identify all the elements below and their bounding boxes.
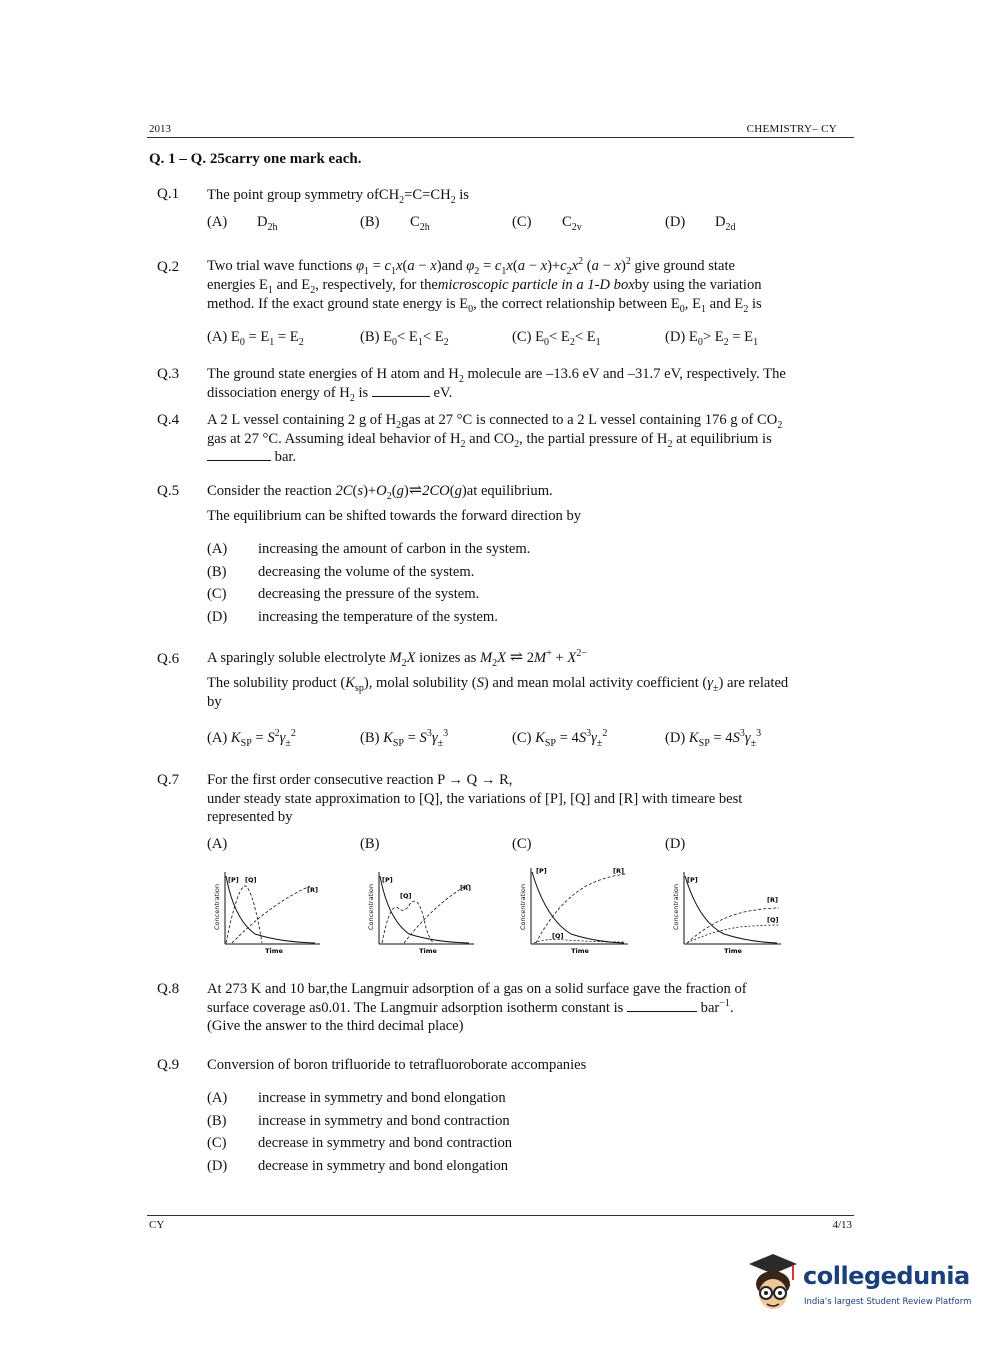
q7-option-b-label: (B)	[360, 836, 380, 852]
graph-a-label-p: [P]	[228, 876, 239, 884]
q6-text: A sparingly soluble electrolyte $M_2X$ ionizes as $M_2X$ ⇌ $2M^+ + X^{2-}$	[207, 648, 587, 669]
graph-a-label-q: [Q]	[245, 876, 257, 884]
q5-number: Q.5	[157, 483, 180, 499]
q7-option-d-label: (D)	[665, 836, 686, 852]
q7-option-c-label: (C)	[512, 836, 532, 852]
q1-number: Q.1	[157, 186, 180, 202]
graph-b-curve-p	[380, 876, 469, 943]
q7-line3: represented by	[207, 809, 293, 825]
graph-d-label-q: [Q]	[767, 916, 779, 924]
graph-d-label-p: [P]	[687, 876, 698, 884]
q1-option-b: (B) $C_{2h}$	[360, 214, 430, 233]
q1-text: The point group symmetry $ofCH_2=C=CH_2$ is	[207, 187, 469, 206]
graph-b-ylabel: Concentration	[367, 884, 375, 930]
q3-number: Q.3	[157, 366, 180, 382]
q3-text: The ground state energies of H atom and $H_2$ molecule are –13.6 eV and –31.7 eV, respectively. The dissociation energy of $H_2$ is eV.	[207, 366, 786, 404]
graph-b-label-p: [P]	[382, 876, 393, 884]
graph-a-curve-r	[232, 886, 310, 943]
q1-option-c: (C) $C_{2v}$	[512, 214, 582, 233]
q2-option-a: (A) $E_0 = E_1 = E_2$	[207, 329, 304, 348]
graph-b-xlabel: Time	[419, 947, 437, 955]
graph-a-xlabel: Time	[265, 947, 283, 955]
header-rule	[147, 137, 854, 138]
graph-c-label-q: [Q]	[552, 932, 564, 940]
section-title: Q. 1 – Q. 25carry one mark each.	[149, 151, 362, 167]
q1-option-a: (A) $D_{2h}$	[207, 214, 278, 233]
brand-tagline: India's largest Student Review Platform	[804, 1297, 972, 1307]
graph-c-curve-p	[532, 872, 624, 943]
q8-line1: At 273 K and 10 bar,the Langmuir adsorption of a gas on a solid surface gave the fraction of	[207, 981, 747, 997]
q9-text: Conversion of boron trifluoride to tetrafluoroborate accompanies	[207, 1057, 587, 1073]
graph-c-xlabel: Time	[571, 947, 589, 955]
q7-graph-b	[364, 864, 484, 956]
collegedunia-mascot-icon	[743, 1250, 803, 1320]
q6-option-b: (B) $K_{SP} = S^3\gamma_\pm^3$	[360, 728, 449, 749]
q7-option-a-label: (A)	[207, 836, 228, 852]
q8-line2: surface coverage as0.01. The Langmuir adsorption isotherm constant is bar$^{-1}$.	[207, 998, 734, 1016]
q5-option-b: (B) decreasing the volume of the system.	[207, 563, 475, 580]
q9-option-c: (C) decrease in symmetry and bond contraction	[207, 1135, 513, 1151]
graph-b-curve-r	[404, 884, 469, 943]
graph-d-xlabel: Time	[724, 947, 742, 955]
graph-c-ylabel: Concentration	[519, 884, 527, 930]
q9-options	[207, 1087, 512, 1177]
q2-option-b: (B) $E_0< E_1< E_2$	[360, 329, 449, 348]
footer-page: 4/13	[832, 1219, 852, 1231]
q7-graph-d	[669, 864, 789, 956]
q5-option-a: (A) increasing the amount of carbon in the system.	[207, 541, 531, 557]
graph-b-label-q: [Q]	[400, 892, 412, 900]
graph-a-ylabel: Concentration	[213, 884, 221, 930]
graph-d-curve-q	[687, 925, 779, 943]
q5-line2: The equilibrium can be shifted towards the forward direction by	[207, 508, 582, 524]
graph-b-label-r: [R]	[460, 884, 471, 892]
q6-option-d: (D) $K_{SP} = 4S^3\gamma_\pm^3$	[665, 728, 762, 749]
q9-option-b: (B) increase in symmetry and bond contraction	[207, 1112, 510, 1129]
q7-graph-c	[516, 864, 636, 956]
header-subject: CHEMISTRY– CY	[746, 123, 837, 135]
q5-options	[207, 538, 530, 628]
q1-option-d: (D) $D_{2d}$	[665, 214, 736, 233]
q2-option-d: (D) $E_0> E_2 = E_1$	[665, 329, 759, 348]
q5-option-c: (C) decreasing the pressure of the system.	[207, 586, 480, 602]
graph-d-ylabel: Concentration	[672, 884, 680, 930]
q2-text: Two trial wave functions $\varphi_1 = c_1x(a - x)and$ $\varphi_2 = c_1x(a - x)+c_2x^2$ $(a - x)^2$ give ground state energies $E_1$ and $E_2$, respectively, for themicroscopic particle in a 1-D boxby using the variation method. If the exact ground state energy is $E_0$, the correct relationship between $E_0$, $E_1$ and $E_2$ is	[207, 256, 762, 315]
q9-option-d: (D) decrease in symmetry and bond elongation	[207, 1157, 509, 1174]
graph-a-label-r: [R]	[307, 886, 318, 894]
q7-graph-a	[210, 864, 330, 956]
q6-option-a: (A) $K_{SP} = S^2\gamma_\pm^2$	[207, 728, 296, 749]
q6-number: Q.6	[157, 651, 180, 667]
graph-c-label-p: [P]	[536, 867, 547, 875]
q5-option-d: (D) increasing the temperature of the system.	[207, 608, 498, 625]
footer-code: CY	[149, 1219, 165, 1231]
q9-option-a: (A) increase in symmetry and bond elongation	[207, 1090, 506, 1106]
graph-d-label-r: [R]	[767, 896, 778, 904]
header-year: 2013	[149, 123, 171, 135]
q7-line2: under steady state approximation to [Q], the variations of [P], [Q] and [R] with timeare best	[207, 791, 743, 807]
q4-number: Q.4	[157, 412, 180, 428]
graph-c-curve-r	[536, 874, 626, 943]
q2-option-c: (C) $E_0< E_2< E_1$	[512, 329, 601, 348]
q9-number: Q.9	[157, 1057, 180, 1073]
q6-line2: The solubility product $(K_{sp})$, molal solubility (S) and mean molal activity coefficient $(\gamma_\pm)$ are related by	[207, 675, 789, 710]
q7-text: For the first order consecutive reaction P → Q → R,	[207, 772, 513, 788]
q7-number: Q.7	[157, 772, 180, 788]
q6-option-c: (C) $K_{SP} = 4S^3\gamma_\pm^2$	[512, 728, 608, 749]
graph-b-curve-q	[382, 901, 434, 943]
q5-text: Consider the reaction $2C(s)+O_2(g)\rightleftharpoons 2CO(g)at$ equilibrium.	[207, 482, 553, 502]
brand-name: collegedunia	[803, 1262, 970, 1290]
q2-number: Q.2	[157, 259, 180, 275]
q4-text: A 2 L vessel containing 2 g of $H_2gas$ at 27 °C is connected to a 2 L vessel containing 176 g of $CO_2$ gas at 27 °C. Assuming ideal behavior of $H_2$ and $CO_2$, the partial pressure of $H_2$ at equilibrium is bar.	[207, 412, 783, 465]
graph-c-label-r: [R]	[613, 867, 624, 875]
q8-number: Q.8	[157, 981, 180, 997]
footer-rule	[147, 1215, 854, 1216]
q8-line3: (Give the answer to the third decimal place)	[207, 1018, 464, 1034]
